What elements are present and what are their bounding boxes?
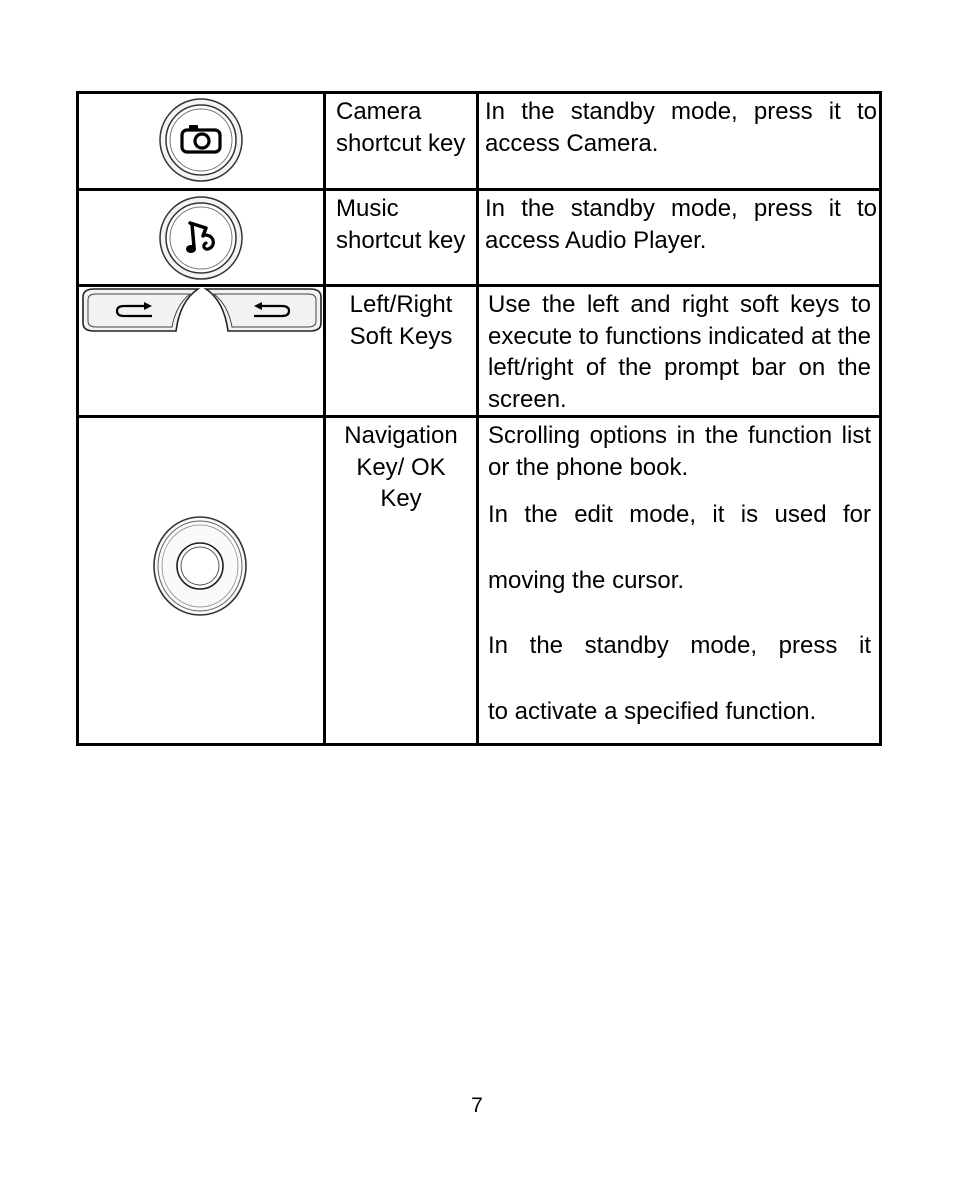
ok-key-icon: [177, 543, 223, 589]
camera-icon: [158, 97, 244, 183]
icon-cell: [78, 417, 325, 745]
key-name: [325, 286, 478, 417]
table-row-soft-keys: [78, 286, 881, 417]
key-description: In the standby mode, press it to access Camera.: [478, 93, 881, 190]
table-row-navigation: [78, 417, 881, 745]
table-row-camera: [78, 93, 881, 190]
key-description: Use the left and right soft keys to execute to functions indicated at the left/right of the prompt bar on the screen.: [478, 286, 881, 417]
description-paragraph: In the edit mode, it is used for: [488, 501, 871, 528]
key-name-line: Key/ OK: [356, 453, 446, 481]
icon-cell: [78, 286, 325, 417]
navigation-key-icon: [151, 514, 251, 618]
key-name: Music shortcut key: [325, 190, 478, 286]
description-paragraph: to activate a specified function.: [488, 697, 817, 725]
description-paragraph: Scrolling options in the function list or the phone book.: [488, 422, 871, 481]
key-description: In the standby mode, press it to access Audio Player.: [478, 190, 881, 286]
key-function-table: [76, 91, 882, 746]
icon-cell: [78, 93, 325, 190]
soft-keys-icon: [80, 285, 324, 337]
key-name-line: Navigation: [344, 422, 458, 449]
table-row-music: [78, 190, 881, 286]
key-name: Camera shortcut key: [325, 93, 478, 190]
icon-cell: [78, 190, 325, 286]
key-name-line: Soft Keys: [349, 322, 453, 350]
page-number: 7: [471, 1094, 483, 1117]
key-name-line: Key: [380, 485, 422, 512]
music-note-icon: [158, 195, 244, 281]
key-name: [325, 417, 478, 745]
description-paragraph: moving the cursor.: [488, 566, 685, 594]
description-paragraph: In the standby mode, press it: [488, 632, 871, 659]
key-name-line: Left/Right: [349, 291, 453, 318]
key-description: [478, 417, 881, 745]
